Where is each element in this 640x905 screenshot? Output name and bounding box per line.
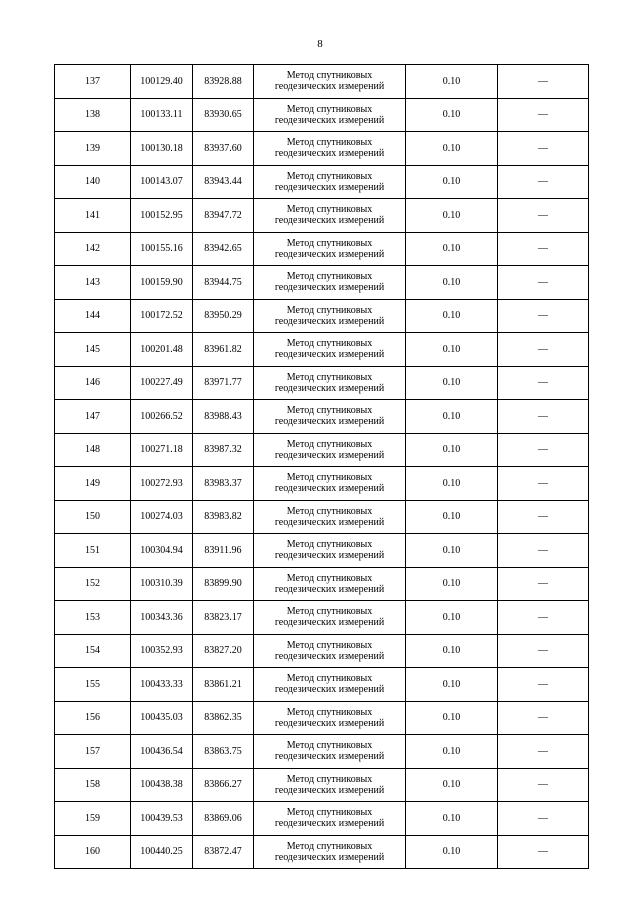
method-cell: [254, 299, 406, 333]
point-number-cell: 144: [55, 299, 131, 333]
x-coordinate-cell: 100440.25: [131, 835, 193, 869]
x-coordinate-cell: 100271.18: [131, 433, 193, 467]
note-cell: —: [498, 500, 589, 534]
precision-cell: 0.10: [406, 601, 498, 635]
note-cell: —: [498, 433, 589, 467]
note-cell: —: [498, 299, 589, 333]
y-coordinate-cell: 83930.65: [193, 98, 254, 132]
precision-cell: 0.10: [406, 132, 498, 166]
x-coordinate-cell: 100152.95: [131, 199, 193, 233]
method-text: Метод спутниковых геодезических измерений: [274, 103, 385, 126]
x-coordinate-cell: 100133.11: [131, 98, 193, 132]
table-row: [55, 433, 589, 467]
table-row: [55, 835, 589, 869]
x-coordinate-cell: 100436.54: [131, 735, 193, 769]
precision-cell: 0.10: [406, 165, 498, 199]
point-number-cell: 159: [55, 802, 131, 836]
x-coordinate-cell: 100266.52: [131, 400, 193, 434]
y-coordinate-cell: 83872.47: [193, 835, 254, 869]
method-text: Метод спутниковых геодезических измерений: [274, 237, 385, 260]
table-row: [55, 768, 589, 802]
y-coordinate-cell: 83983.37: [193, 467, 254, 501]
table-row: [55, 500, 589, 534]
table-row: [55, 232, 589, 266]
method-text: Метод спутниковых геодезических измерений: [274, 371, 385, 394]
y-coordinate-cell: 83827.20: [193, 634, 254, 668]
precision-cell: 0.10: [406, 735, 498, 769]
point-number-cell: 147: [55, 400, 131, 434]
x-coordinate-cell: 100310.39: [131, 567, 193, 601]
point-number-cell: 160: [55, 835, 131, 869]
note-cell: —: [498, 232, 589, 266]
x-coordinate-cell: 100159.90: [131, 266, 193, 300]
note-cell: —: [498, 668, 589, 702]
x-coordinate-cell: 100155.16: [131, 232, 193, 266]
table-row: [55, 802, 589, 836]
table-row: [55, 701, 589, 735]
precision-cell: 0.10: [406, 65, 498, 99]
method-text: Метод спутниковых геодезических измерений: [274, 70, 385, 93]
note-cell: —: [498, 835, 589, 869]
point-number-cell: 153: [55, 601, 131, 635]
y-coordinate-cell: 83983.82: [193, 500, 254, 534]
precision-cell: 0.10: [406, 534, 498, 568]
precision-cell: 0.10: [406, 500, 498, 534]
table-body: [55, 65, 589, 869]
table-row: [55, 98, 589, 132]
point-number-cell: 141: [55, 199, 131, 233]
method-text: Метод спутниковых геодезических измерений: [274, 807, 385, 830]
point-number-cell: 148: [55, 433, 131, 467]
method-cell: [254, 98, 406, 132]
y-coordinate-cell: 83937.60: [193, 132, 254, 166]
table-row: [55, 601, 589, 635]
x-coordinate-cell: 100272.93: [131, 467, 193, 501]
y-coordinate-cell: 83928.88: [193, 65, 254, 99]
method-cell: [254, 768, 406, 802]
method-text: Метод спутниковых геодезических измерений: [274, 673, 385, 696]
note-cell: —: [498, 132, 589, 166]
method-text: Метод спутниковых геодезических измерений: [274, 539, 385, 562]
coordinates-table: [54, 64, 589, 869]
method-text: Метод спутниковых геодезических измерений: [274, 271, 385, 294]
note-cell: —: [498, 567, 589, 601]
y-coordinate-cell: 83950.29: [193, 299, 254, 333]
method-text: Метод спутниковых геодезических измерений: [274, 204, 385, 227]
method-cell: [254, 165, 406, 199]
table-row: [55, 165, 589, 199]
point-number-cell: 157: [55, 735, 131, 769]
point-number-cell: 149: [55, 467, 131, 501]
point-number-cell: 139: [55, 132, 131, 166]
point-number-cell: 137: [55, 65, 131, 99]
point-number-cell: 151: [55, 534, 131, 568]
point-number-cell: 142: [55, 232, 131, 266]
y-coordinate-cell: 83861.21: [193, 668, 254, 702]
precision-cell: 0.10: [406, 668, 498, 702]
method-text: Метод спутниковых геодезических измерений: [274, 438, 385, 461]
point-number-cell: 145: [55, 333, 131, 367]
point-number-cell: 146: [55, 366, 131, 400]
y-coordinate-cell: 83944.75: [193, 266, 254, 300]
point-number-cell: 140: [55, 165, 131, 199]
table-row: [55, 132, 589, 166]
method-cell: [254, 601, 406, 635]
method-text: Метод спутниковых геодезических измерений: [274, 740, 385, 763]
precision-cell: 0.10: [406, 701, 498, 735]
method-cell: [254, 400, 406, 434]
x-coordinate-cell: 100143.07: [131, 165, 193, 199]
method-cell: [254, 266, 406, 300]
x-coordinate-cell: 100304.94: [131, 534, 193, 568]
note-cell: —: [498, 768, 589, 802]
method-cell: [254, 634, 406, 668]
y-coordinate-cell: 83942.65: [193, 232, 254, 266]
note-cell: —: [498, 735, 589, 769]
y-coordinate-cell: 83823.17: [193, 601, 254, 635]
method-cell: [254, 500, 406, 534]
note-cell: —: [498, 467, 589, 501]
method-text: Метод спутниковых геодезических измерений: [274, 706, 385, 729]
x-coordinate-cell: 100172.52: [131, 299, 193, 333]
method-cell: [254, 802, 406, 836]
method-text: Метод спутниковых геодезических измерений: [274, 472, 385, 495]
table-row: [55, 400, 589, 434]
note-cell: —: [498, 701, 589, 735]
page-number: 8: [317, 38, 323, 50]
table-row: [55, 266, 589, 300]
method-cell: [254, 835, 406, 869]
note-cell: —: [498, 400, 589, 434]
precision-cell: 0.10: [406, 299, 498, 333]
precision-cell: 0.10: [406, 98, 498, 132]
method-cell: [254, 668, 406, 702]
note-cell: —: [498, 601, 589, 635]
note-cell: —: [498, 366, 589, 400]
table-row: [55, 534, 589, 568]
precision-cell: 0.10: [406, 199, 498, 233]
point-number-cell: 152: [55, 567, 131, 601]
note-cell: —: [498, 802, 589, 836]
precision-cell: 0.10: [406, 768, 498, 802]
y-coordinate-cell: 83971.77: [193, 366, 254, 400]
y-coordinate-cell: 83862.35: [193, 701, 254, 735]
table-row: [55, 735, 589, 769]
y-coordinate-cell: 83988.43: [193, 400, 254, 434]
x-coordinate-cell: 100433.33: [131, 668, 193, 702]
note-cell: —: [498, 534, 589, 568]
method-cell: [254, 701, 406, 735]
y-coordinate-cell: 83911.96: [193, 534, 254, 568]
point-number-cell: 150: [55, 500, 131, 534]
note-cell: —: [498, 165, 589, 199]
note-cell: —: [498, 65, 589, 99]
table-row: [55, 634, 589, 668]
method-text: Метод спутниковых геодезических измерений: [274, 170, 385, 193]
method-cell: [254, 132, 406, 166]
y-coordinate-cell: 83869.06: [193, 802, 254, 836]
y-coordinate-cell: 83863.75: [193, 735, 254, 769]
precision-cell: 0.10: [406, 467, 498, 501]
y-coordinate-cell: 83987.32: [193, 433, 254, 467]
table-row: [55, 333, 589, 367]
method-cell: [254, 232, 406, 266]
note-cell: —: [498, 634, 589, 668]
x-coordinate-cell: 100438.38: [131, 768, 193, 802]
method-text: Метод спутниковых геодезических измерений: [274, 505, 385, 528]
point-number-cell: 138: [55, 98, 131, 132]
method-text: Метод спутниковых геодезических измерений: [274, 606, 385, 629]
precision-cell: 0.10: [406, 366, 498, 400]
x-coordinate-cell: 100130.18: [131, 132, 193, 166]
y-coordinate-cell: 83947.72: [193, 199, 254, 233]
method-text: Метод спутниковых геодезических измерений: [274, 405, 385, 428]
x-coordinate-cell: 100343.36: [131, 601, 193, 635]
point-number-cell: 156: [55, 701, 131, 735]
x-coordinate-cell: 100435.03: [131, 701, 193, 735]
method-text: Метод спутниковых геодезических измерений: [274, 840, 385, 863]
method-text: Метод спутниковых геодезических измерений: [274, 304, 385, 327]
point-number-cell: 158: [55, 768, 131, 802]
table-row: [55, 65, 589, 99]
precision-cell: 0.10: [406, 567, 498, 601]
x-coordinate-cell: 100439.53: [131, 802, 193, 836]
note-cell: —: [498, 333, 589, 367]
method-text: Метод спутниковых геодезических измерений: [274, 137, 385, 160]
method-cell: [254, 534, 406, 568]
precision-cell: 0.10: [406, 634, 498, 668]
method-cell: [254, 735, 406, 769]
precision-cell: 0.10: [406, 433, 498, 467]
method-cell: [254, 65, 406, 99]
y-coordinate-cell: 83866.27: [193, 768, 254, 802]
precision-cell: 0.10: [406, 266, 498, 300]
y-coordinate-cell: 83899.90: [193, 567, 254, 601]
method-cell: [254, 366, 406, 400]
x-coordinate-cell: 100227.49: [131, 366, 193, 400]
table-row: [55, 467, 589, 501]
method-cell: [254, 567, 406, 601]
table-row: [55, 567, 589, 601]
precision-cell: 0.10: [406, 802, 498, 836]
method-text: Метод спутниковых геодезических измерений: [274, 572, 385, 595]
table-row: [55, 366, 589, 400]
method-text: Метод спутниковых геодезических измерений: [274, 773, 385, 796]
x-coordinate-cell: 100201.48: [131, 333, 193, 367]
note-cell: —: [498, 266, 589, 300]
method-text: Метод спутниковых геодезических измерений: [274, 338, 385, 361]
note-cell: —: [498, 199, 589, 233]
y-coordinate-cell: 83943.44: [193, 165, 254, 199]
precision-cell: 0.10: [406, 400, 498, 434]
y-coordinate-cell: 83961.82: [193, 333, 254, 367]
precision-cell: 0.10: [406, 835, 498, 869]
x-coordinate-cell: 100129.40: [131, 65, 193, 99]
table-row: [55, 199, 589, 233]
table-row: [55, 668, 589, 702]
method-cell: [254, 333, 406, 367]
method-cell: [254, 467, 406, 501]
table-row: [55, 299, 589, 333]
x-coordinate-cell: 100352.93: [131, 634, 193, 668]
x-coordinate-cell: 100274.03: [131, 500, 193, 534]
method-text: Метод спутниковых геодезических измерений: [274, 639, 385, 662]
method-cell: [254, 433, 406, 467]
note-cell: —: [498, 98, 589, 132]
point-number-cell: 143: [55, 266, 131, 300]
point-number-cell: 154: [55, 634, 131, 668]
precision-cell: 0.10: [406, 232, 498, 266]
precision-cell: 0.10: [406, 333, 498, 367]
method-cell: [254, 199, 406, 233]
point-number-cell: 155: [55, 668, 131, 702]
